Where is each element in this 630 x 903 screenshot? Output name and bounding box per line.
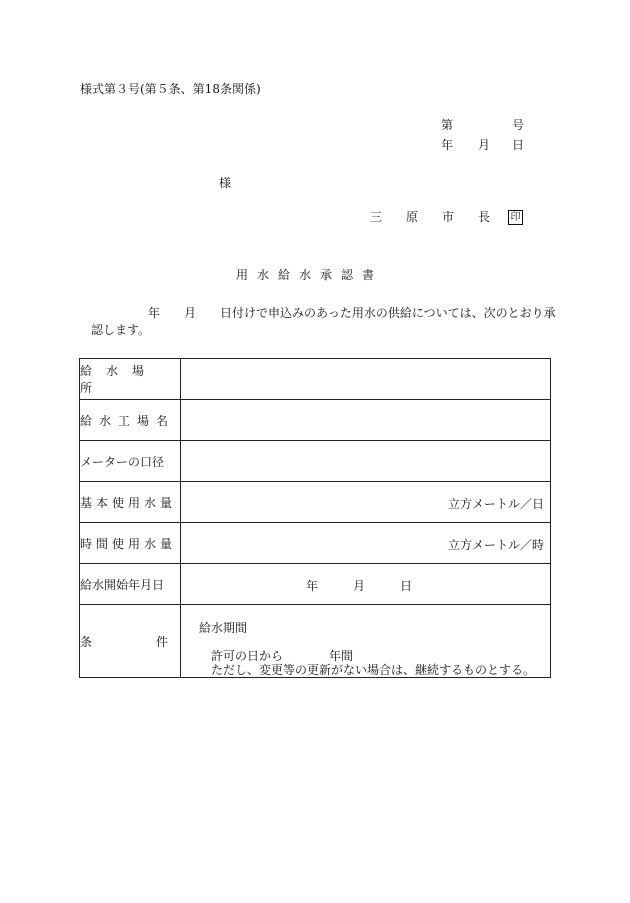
start-day: 日	[400, 579, 413, 593]
term-note: ただし、変更等の更新がない場合は、継続するものとする。	[211, 663, 536, 677]
row-label: 基本使用水量	[80, 482, 181, 523]
addressee-suffix: 様	[219, 176, 232, 190]
row-value	[181, 359, 551, 400]
row-label: 給水工場名	[80, 400, 181, 441]
term-years: 年間	[329, 649, 354, 663]
row-value	[181, 441, 551, 482]
row-value	[181, 400, 551, 441]
issuer-char: 市	[442, 210, 455, 224]
conditions-label-char: 件	[155, 634, 168, 649]
table-row	[80, 605, 551, 678]
intro-year: 年	[148, 306, 161, 320]
table-row	[80, 482, 551, 523]
conditions-label-char: 条	[80, 634, 93, 649]
conditions-value	[181, 605, 551, 678]
issuer-char: 三	[370, 210, 383, 224]
row-label: 給水場所	[80, 359, 181, 400]
table-row	[80, 359, 551, 400]
form-reference: 様式第３号(第５条、第18条関係)	[80, 82, 261, 96]
table-row	[80, 564, 551, 605]
date-year: 年	[441, 138, 454, 152]
intro-text: 日付けで申込みのあった用水の供給については、次のとおり承	[220, 306, 556, 320]
term-period	[199, 649, 550, 663]
document-number-prefix: 第	[441, 118, 454, 132]
term-heading: 給水期間	[199, 621, 248, 635]
start-year: 年	[306, 579, 319, 593]
row-value	[181, 482, 551, 523]
date-month: 月	[478, 138, 491, 152]
start-month: 月	[353, 579, 366, 593]
document-title: 用水給水承認書	[236, 268, 384, 282]
table-row	[80, 400, 551, 441]
seal-mark: 印	[508, 210, 523, 225]
intro-line-2: 認します。	[91, 323, 151, 337]
row-value	[181, 564, 551, 605]
conditions-label	[80, 605, 181, 678]
document-number-suffix: 号	[512, 118, 525, 132]
unit-label: 立方メートル／日	[447, 497, 544, 511]
unit-label: 立方メートル／時	[447, 538, 544, 552]
issuer	[370, 210, 523, 226]
intro-month: 月	[184, 306, 197, 320]
row-label: メーターの口径	[80, 441, 181, 482]
row-label: 給水開始年月日	[80, 564, 181, 605]
issuer-char: 原	[406, 210, 419, 224]
term-from: 許可の日から	[211, 649, 284, 663]
issuer-char: 長	[478, 210, 491, 224]
date-day: 日	[512, 138, 525, 152]
row-label: 時間使用水量	[80, 523, 181, 564]
table-row	[80, 441, 551, 482]
table-row	[80, 523, 551, 564]
row-value	[181, 523, 551, 564]
intro-line-1	[148, 306, 556, 320]
approval-table	[79, 358, 551, 678]
